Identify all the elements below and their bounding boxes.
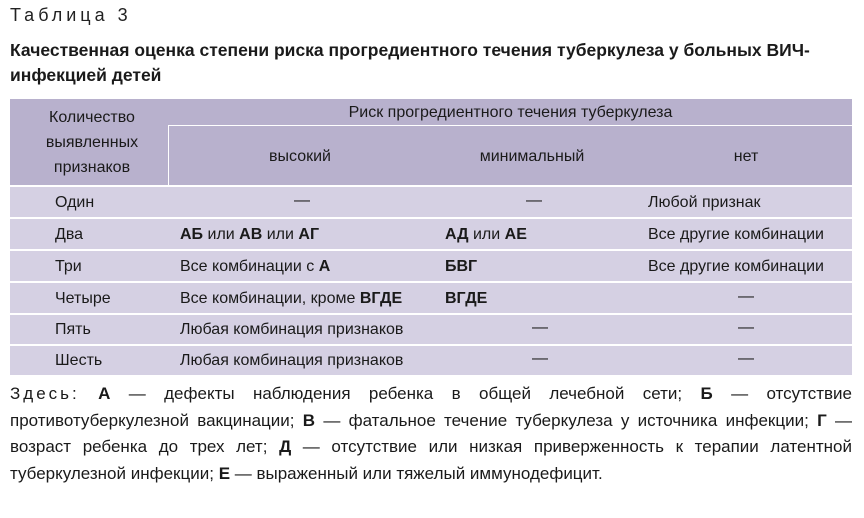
risk-table — [10, 99, 852, 375]
code: АД — [445, 226, 469, 243]
row-separator — [10, 249, 852, 251]
row-none: — — [738, 319, 754, 336]
header-minimal: минимальный — [479, 148, 585, 165]
row-separator — [10, 217, 852, 219]
row-none: Все другие комбинации — [648, 226, 824, 243]
row-minimal: — — [526, 192, 542, 209]
header-risk: Риск прогредиентного течения туберкулеза — [348, 104, 673, 121]
row-none: — — [738, 288, 754, 305]
cell-text: Все комбинации с — [180, 258, 319, 275]
row-none: Любой признак — [648, 194, 761, 211]
footnote-text: — дефекты наблюдения ребенка в общей лечебной сети; — [110, 384, 701, 403]
table-caption: Таблица 3 — [10, 5, 132, 25]
row-minimal: — — [532, 350, 548, 367]
conjunction: или — [468, 226, 505, 243]
header-divider — [168, 125, 169, 185]
code: ВГДЕ — [359, 290, 403, 307]
code: А — [98, 384, 111, 403]
row-none: Все другие комбинации — [648, 258, 824, 275]
code: В — [302, 410, 316, 430]
code: АВ — [239, 226, 263, 243]
row-separator — [10, 344, 852, 346]
cell-text: Все комбинации, кроме — [180, 290, 360, 307]
header-count: Количество выявленных признаков — [45, 109, 139, 176]
row-count: Один — [55, 194, 95, 211]
row-count: Четыре — [55, 290, 111, 307]
table-footnote — [10, 381, 852, 487]
header-none: нет — [733, 148, 759, 165]
row-count: Два — [55, 226, 84, 243]
row-high — [180, 290, 402, 308]
row-separator — [10, 185, 852, 187]
code: АЕ — [504, 226, 527, 243]
row-high: Любая комбинация признаков — [180, 321, 404, 338]
row-count: Три — [55, 258, 82, 275]
row-count: Пять — [55, 321, 91, 338]
code: Б — [700, 384, 713, 403]
row-minimal: — — [532, 319, 548, 336]
code: Г — [817, 410, 827, 430]
code: АБ — [180, 226, 204, 243]
conjunction: или — [262, 226, 299, 243]
row-high: Любая комбинация признаков — [180, 352, 404, 369]
row-minimal — [445, 226, 527, 244]
row-high: — — [294, 192, 310, 209]
row-separator — [10, 281, 852, 283]
row-high — [180, 258, 330, 276]
footnote-text: — возраст ребенка до трех лет; — [10, 410, 852, 456]
footnote-text: — фатальное течение туберкулеза у источника инфекции; — [315, 410, 818, 430]
row-minimal: БВГ — [445, 258, 478, 275]
footnote-text: — отсутствие или низкая приверженность к терапии латентной туберкулезной инфекции; — [10, 437, 852, 483]
code: АГ — [298, 226, 320, 243]
code: Д — [279, 437, 292, 456]
row-none: — — [738, 350, 754, 367]
row-minimal: ВГДЕ — [445, 290, 488, 307]
footnote-lead: Здесь: — [10, 384, 80, 403]
footnote-text: — отсутствие противотуберкулезной вакцинации; — [10, 384, 852, 430]
code: А — [318, 258, 331, 275]
header-high: высокий — [269, 148, 331, 165]
row-separator — [10, 313, 852, 315]
footnote-text: — выраженный или тяжелый иммунодефицит. — [230, 463, 603, 483]
code: Е — [218, 463, 231, 483]
row-count: Шесть — [55, 352, 103, 369]
row-high — [180, 226, 319, 244]
table-title: Качественная оценка степени риска прогредиентного течения туберкулеза у больных ВИЧ-инфекцией детей — [10, 40, 810, 85]
conjunction: или — [203, 226, 240, 243]
header-subdivider — [169, 125, 852, 126]
